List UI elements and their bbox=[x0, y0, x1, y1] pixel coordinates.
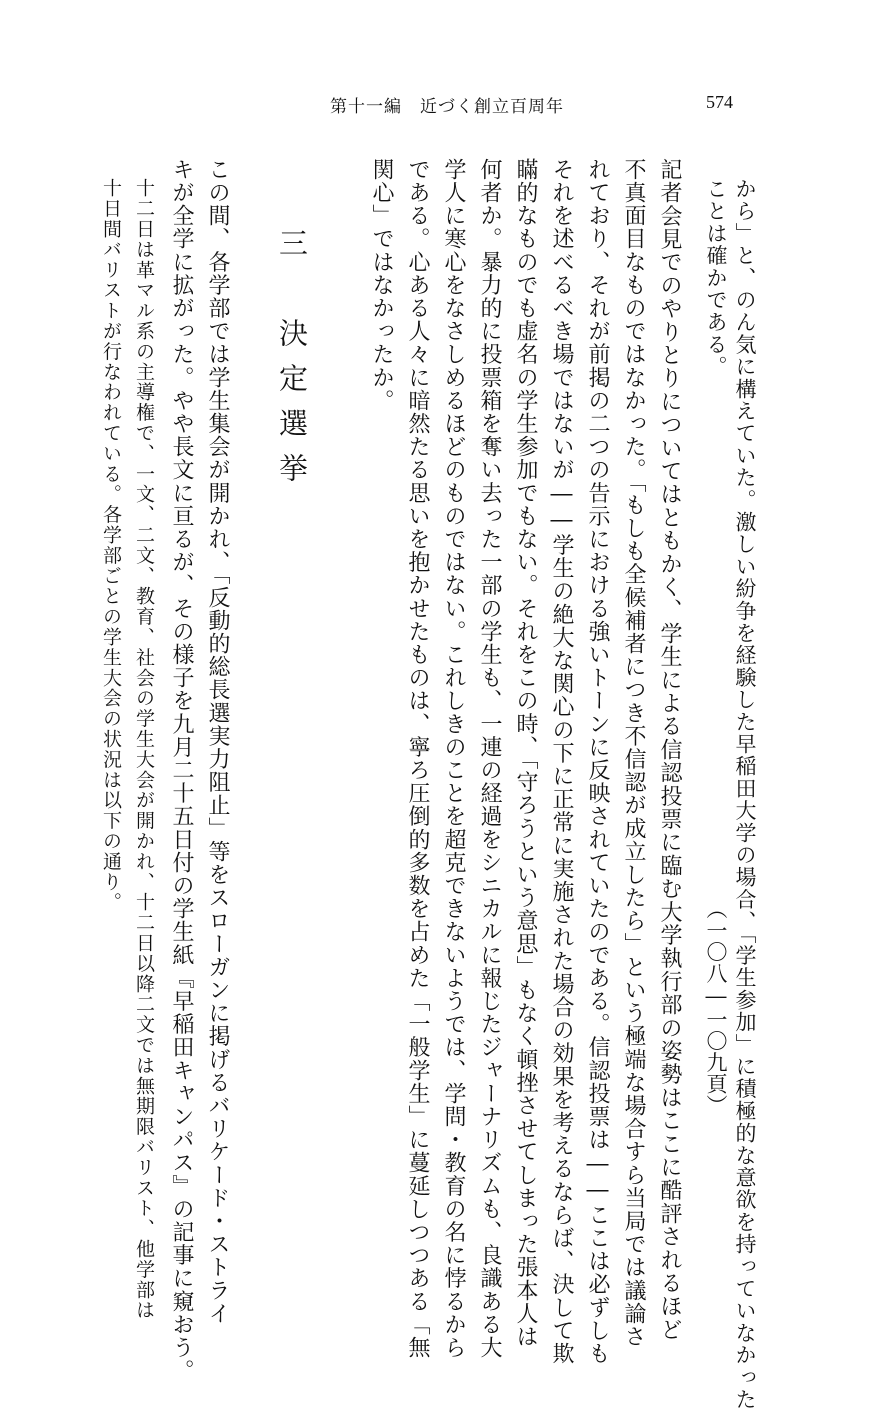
section-heading: 三 決定選挙 bbox=[275, 228, 309, 498]
paragraph-1-line-9: 関心」ではなかったか。 bbox=[369, 158, 394, 413]
quote-citation: （一〇八―一〇九頁） bbox=[704, 898, 728, 1116]
paragraph-1-line-3: れており、それが前掲の二つの告示における強いトーンに反映されていたのである。信認投票は――ここは必ずしも bbox=[585, 158, 610, 1366]
paragraph-2-line-2: キが全学に拡がった。やや長文に亘るが、その様子を九月二十五日付の学生紙『早稲田キャンパス』の記事に窺おう。 bbox=[169, 158, 194, 1383]
quote-line-2: ことは確かである。 bbox=[704, 178, 728, 378]
note-line-2: 十日間バリストが行なわれている。各学部ごとの学生大会の状況は以下の通り。 bbox=[100, 178, 122, 913]
paragraph-1-line-2: 不真面目なものではなかった。「もしも全候補者につき不信認が成立したら」という極端な場合すら当局では議論さ bbox=[621, 158, 646, 1349]
paragraph-1-line-6: 何者か。暴力的に投票箱を奪い去った一部の学生も、一連の経過をシニカルに報じたジャーナリズムも、良識ある大 bbox=[477, 158, 502, 1360]
running-head: 第十一編 近づく創立百周年 bbox=[330, 97, 564, 117]
quote-line-1: から」と、のん気に構えていた。激しい紛争を経験した早稲田大学の場合、「学生参加」に積極的な意欲を持っていなかった bbox=[733, 178, 757, 1411]
page-number: 574 bbox=[706, 92, 733, 112]
paragraph-1-line-4: それを述べるべき場ではないが――学生の絶大な関心の下に正常に実施された場合の効果を考えるならば、決して欺 bbox=[549, 158, 574, 1366]
paragraph-1-line-7: 学人に寒心をなさしめるほどのものではない。これしきのことを超克できないようでは、学問・教育の名に悖るから bbox=[441, 158, 466, 1360]
paragraph-1-line-8: である。心ある人々に暗然たる思いを抱かせたものは、寧ろ圧倒的多数を占めた「一般学生」に蔓延しつつある「無 bbox=[405, 158, 430, 1360]
paragraph-1-line-5: 瞞的なものでも虚名の学生参加でもない。それをこの時、「守ろうという意思」もなく頓挫させてしまった張本人は bbox=[513, 158, 538, 1349]
note-line-1: 十二日は革マル系の主導権で、一文、二文、教育、社会の学生大会が開かれ、十二日以降二文では無期限バリスト、他学部は bbox=[133, 178, 155, 1321]
paragraph-1-line-1: 記者会見でのやりとりについてはともかく、学生による信認投票に臨む大学執行部の姿勢はここに酷評されるほど bbox=[657, 158, 682, 1342]
paragraph-2-line-1: この間、各学部では学生集会が開かれ、「反動的総長選実力阻止」等をスローガンに掲げるバリケード・ストライ bbox=[205, 158, 230, 1326]
